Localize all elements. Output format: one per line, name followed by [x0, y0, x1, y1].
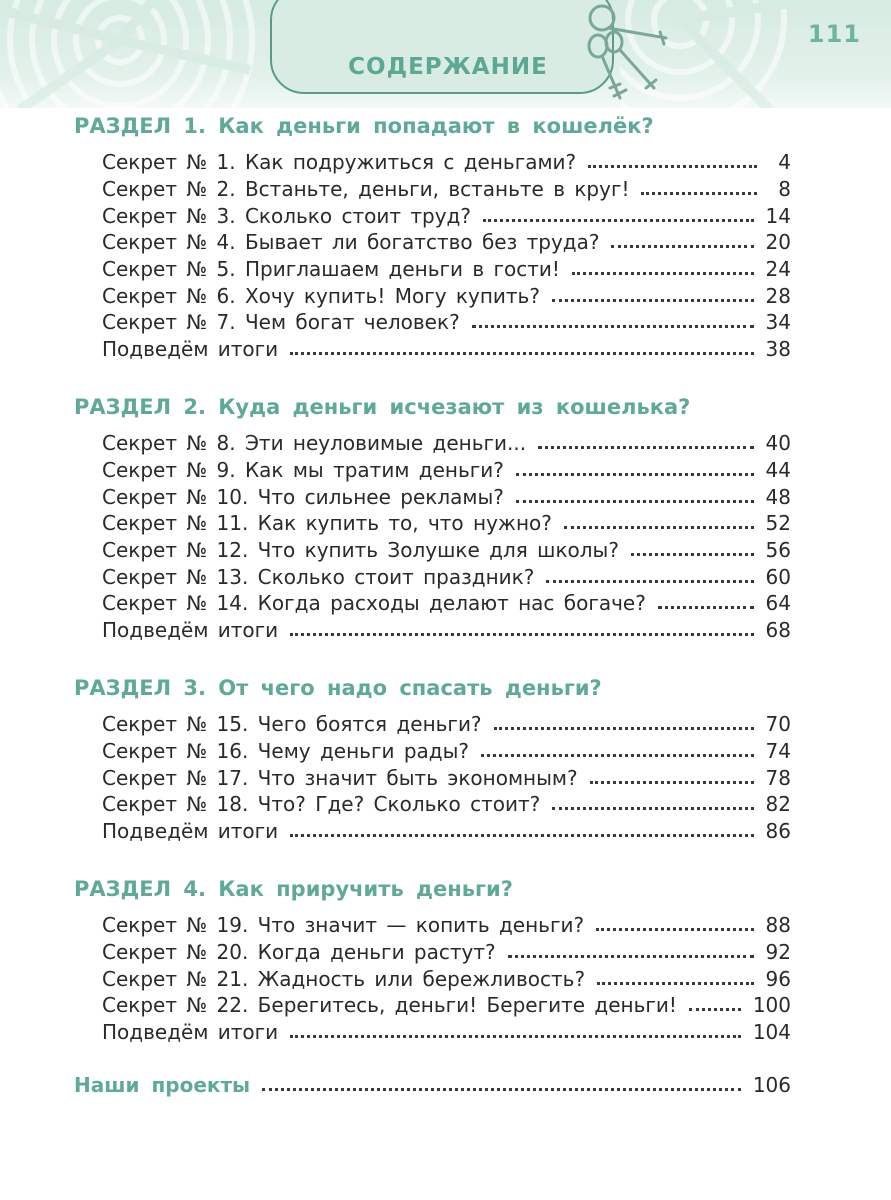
toc-entry — [102, 228, 791, 254]
entry-title: Подведём итоги — [102, 819, 279, 843]
dot-leader — [516, 473, 754, 476]
entry-page-number: 60 — [765, 565, 791, 589]
entry-title: Секрет № 18. Что? Где? Сколько стоит? — [102, 792, 541, 816]
toc-entry — [102, 255, 791, 281]
dot-leader — [641, 192, 757, 195]
dot-leader — [538, 446, 753, 449]
entry-page-number: 78 — [765, 766, 791, 790]
entry-title: Секрет № 5. Приглашаем деньги в гости! — [102, 257, 560, 281]
dot-leader — [290, 633, 753, 636]
entry-page-number: 44 — [765, 458, 791, 482]
entry-title: Секрет № 6. Хочу купить! Могу купить? — [102, 284, 540, 308]
toc-entry — [102, 202, 791, 228]
toc-entry — [102, 938, 791, 964]
entry-page-number: 64 — [765, 591, 791, 615]
entry-title: Подведём итоги — [102, 1020, 279, 1044]
toc-entry — [102, 483, 791, 509]
entry-title: Подведём итоги — [102, 618, 279, 642]
toc-entry — [102, 282, 791, 308]
dot-leader — [508, 955, 754, 958]
dot-leader — [631, 553, 754, 556]
entry-page-number: 100 — [752, 993, 791, 1017]
toc-entry — [102, 563, 791, 589]
toc-entry — [102, 148, 791, 174]
toc-entry — [102, 1018, 791, 1044]
entry-page-number: 28 — [765, 284, 791, 308]
entry-title: Секрет № 2. Встаньте, деньги, встаньте в круг! — [102, 177, 630, 201]
entry-page-number: 68 — [765, 618, 791, 642]
entry-page-number: 34 — [765, 310, 791, 334]
toc-entry — [102, 175, 791, 201]
entry-title: Секрет № 7. Чем богат человек? — [102, 310, 460, 334]
toc-entry — [102, 456, 791, 482]
entry-page-number: 104 — [752, 1020, 791, 1044]
dot-leader — [564, 526, 754, 529]
dot-leader — [596, 928, 753, 931]
entry-page-number: 4 — [778, 150, 791, 174]
dot-leader — [546, 580, 753, 583]
dot-leader — [597, 982, 753, 985]
page-title: СОДЕРЖАНИЕ — [348, 54, 548, 80]
entry-page-number: 70 — [765, 712, 791, 736]
dot-leader — [658, 606, 754, 609]
dot-leader — [552, 299, 754, 302]
page-number: 111 — [807, 20, 861, 48]
toc-entry — [102, 991, 791, 1017]
entry-title: Секрет № 14. Когда расходы делают нас богаче? — [102, 591, 646, 615]
toc-entry — [102, 335, 791, 361]
toc-entry — [102, 536, 791, 562]
toc-entry — [102, 817, 791, 843]
entry-title: Секрет № 12. Что купить Золушке для школы? — [102, 538, 619, 562]
dot-leader — [588, 165, 757, 168]
dot-leader — [572, 272, 754, 275]
entry-page-number: 20 — [765, 230, 791, 254]
entry-title: Секрет № 20. Когда деньги растут? — [102, 940, 496, 964]
entry-page-number: 24 — [765, 257, 791, 281]
section-heading-3: РАЗДЕЛ 3. От чего надо спасать деньги? — [74, 676, 602, 700]
entry-title: Подведём итоги — [102, 337, 279, 361]
entry-title: Секрет № 21. Жадность или бережливость? — [102, 967, 586, 991]
toc-entry-projects — [74, 1071, 791, 1097]
dot-leader — [290, 352, 753, 355]
entry-page-number: 82 — [765, 792, 791, 816]
entry-page-number: 86 — [765, 819, 791, 843]
dot-leader — [472, 325, 754, 328]
dot-leader — [494, 727, 754, 730]
toc-entry — [102, 911, 791, 937]
toc-entry — [102, 589, 791, 615]
toc-entry — [102, 509, 791, 535]
dot-leader — [552, 807, 753, 810]
toc-entry — [102, 616, 791, 642]
entry-page-number: 14 — [765, 204, 791, 228]
entry-title: Секрет № 16. Чему деньги рады? — [102, 739, 470, 763]
entry-title: Секрет № 8. Эти неуловимые деньги... — [102, 431, 527, 455]
dot-leader — [290, 1035, 741, 1038]
entry-page-number: 92 — [765, 940, 791, 964]
section-heading-4: РАЗДЕЛ 4. Как приручить деньги? — [74, 877, 513, 901]
toc-entry — [102, 737, 791, 763]
entry-page-number: 96 — [765, 967, 791, 991]
entry-page-number: 52 — [765, 511, 791, 535]
dot-leader — [689, 1008, 741, 1011]
dot-leader — [590, 781, 754, 784]
entry-title: Секрет № 19. Что значит — копить деньги? — [102, 913, 585, 937]
section-heading-2: РАЗДЕЛ 2. Куда деньги исчезают из кошелька? — [74, 395, 691, 419]
toc-entry — [102, 710, 791, 736]
dot-leader — [516, 500, 754, 503]
toc-entry — [102, 308, 791, 334]
toc-entry — [102, 965, 791, 991]
entry-title: Секрет № 13. Сколько стоит праздник? — [102, 565, 535, 589]
toc-entry — [102, 429, 791, 455]
dot-leader — [290, 834, 753, 837]
entry-page-number: 106 — [752, 1073, 791, 1097]
entry-title: Секрет № 22. Берегитесь, деньги! Берегите деньги! — [102, 993, 677, 1017]
entry-page-number: 40 — [765, 431, 791, 455]
section-heading-1: РАЗДЕЛ 1. Как деньги попадают в кошелёк? — [74, 114, 654, 138]
dot-leader — [611, 245, 753, 248]
entry-title: Секрет № 15. Чего боятся деньги? — [102, 712, 482, 736]
dot-leader — [483, 219, 754, 222]
entry-title: Наши проекты — [74, 1073, 251, 1097]
entry-page-number: 38 — [765, 337, 791, 361]
entry-title: Секрет № 11. Как купить то, что нужно? — [102, 511, 552, 535]
dot-leader — [481, 754, 754, 757]
entry-page-number: 88 — [765, 913, 791, 937]
entry-page-number: 56 — [765, 538, 791, 562]
entry-page-number: 8 — [778, 177, 791, 201]
entry-title: Секрет № 4. Бывает ли богатство без труда? — [102, 230, 600, 254]
entry-title: Секрет № 1. Как подружиться с деньгами? — [102, 150, 577, 174]
toc-entry — [102, 764, 791, 790]
toc-entry — [102, 790, 791, 816]
entry-title: Секрет № 17. Что значит быть экономным? — [102, 766, 578, 790]
entry-title: Секрет № 9. Как мы тратим деньги? — [102, 458, 504, 482]
entry-page-number: 48 — [765, 485, 791, 509]
entry-title: Секрет № 10. Что сильнее рекламы? — [102, 485, 504, 509]
entry-page-number: 74 — [765, 739, 791, 763]
dot-leader — [262, 1088, 741, 1091]
entry-title: Секрет № 3. Сколько стоит труд? — [102, 204, 471, 228]
